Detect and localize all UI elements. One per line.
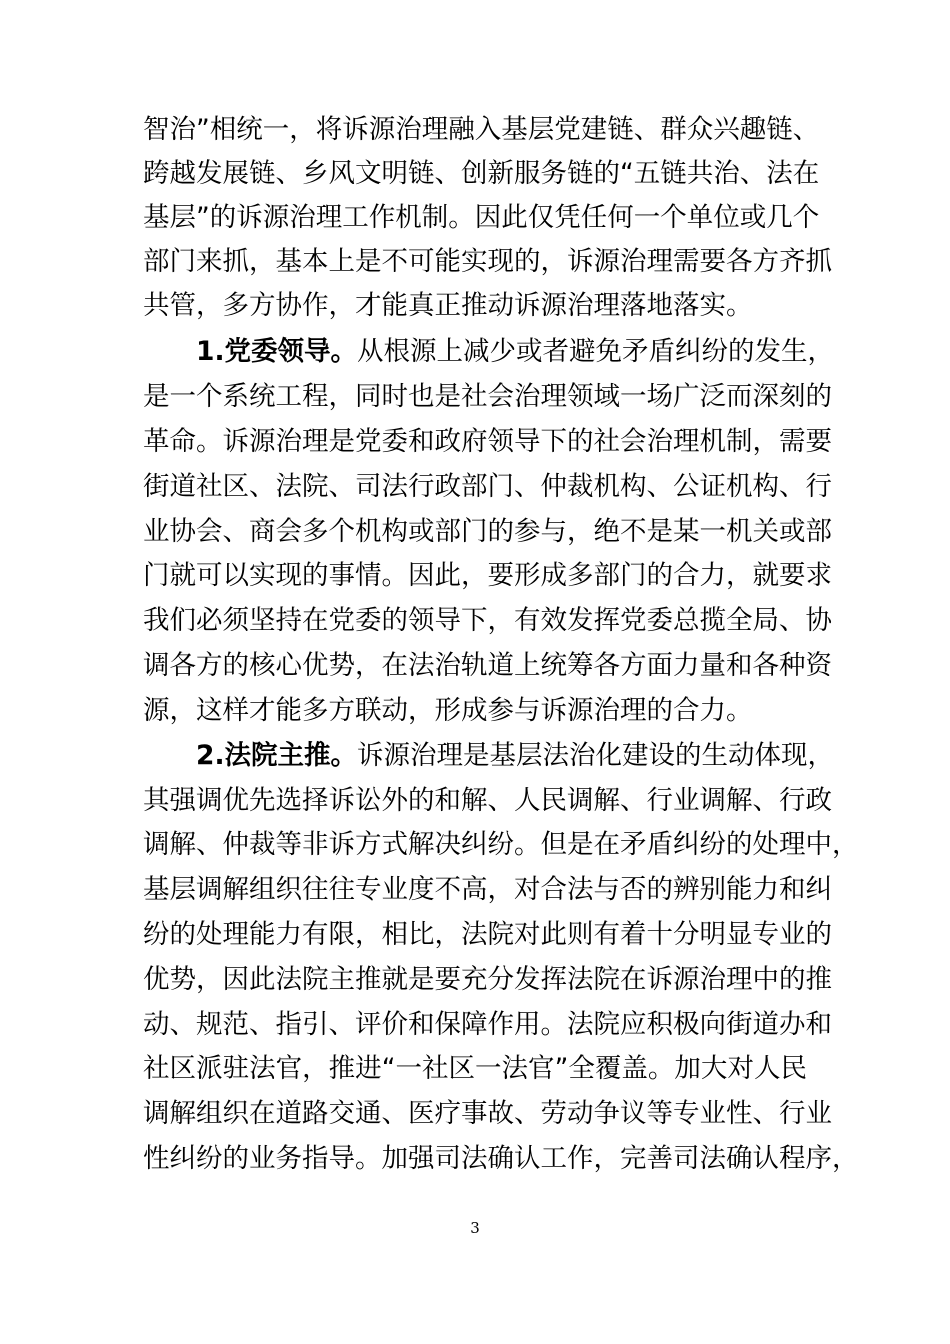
paragraph-3-line-9: 调解组织在道路交通、医疗事故、劳动争议等专业性、行业 — [143, 1098, 832, 1129]
paragraph-3-line-8: 社区派驻法官，推进“一社区一法官”全覆盖。加大对人民 — [143, 1053, 807, 1084]
paragraph-3-line-7: 动、规范、指引、评价和保障作用。法院应积极向街道办和 — [143, 1009, 832, 1040]
paragraph-3-line-4: 基层调解组织往往专业度不高，对合法与否的辨别能力和纠 — [143, 874, 832, 905]
paragraph-3-line-3: 调解、仲裁等非诉方式解决纠纷。但是在矛盾纠纷的处理中， — [143, 829, 859, 860]
paragraph-2-line-2: 是一个系统工程，同时也是社会治理领域一场广泛而深刻的 — [143, 381, 832, 412]
paragraph-2-first-line-text: 从根源上减少或者避免矛盾纠纷的发生， — [357, 336, 835, 367]
paragraph-2-line-1 — [196, 330, 835, 374]
paragraph-3-line-5: 纷的处理能力有限，相比，法院对此则有着十分明显专业的 — [143, 919, 832, 950]
paragraph-3-line-1 — [196, 734, 835, 778]
paragraph-1-line-5: 共管，多方协作，才能真正推动诉源治理落地落实。 — [143, 290, 753, 321]
paragraph-2-line-7: 我们必须坚持在党委的领导下，有效发挥党委总揽全局、协 — [143, 605, 832, 636]
paragraph-3-line-10: 性纠纷的业务指导。加强司法确认工作，完善司法确认程序， — [143, 1143, 859, 1174]
paragraph-3-line-2: 其强调优先选择诉讼外的和解、人民调解、行业调解、行政 — [143, 785, 832, 816]
paragraph-2-line-9: 源，这样才能多方联动，形成参与诉源治理的合力。 — [143, 695, 753, 726]
section-heading-court-promotion: 2.法院主推。 — [196, 740, 358, 771]
paragraph-1-line-4: 部门来抓，基本上是不可能实现的，诉源治理需要各方齐抓 — [143, 246, 832, 277]
section-heading-party-leadership: 1.党委领导。 — [196, 336, 358, 367]
paragraph-1-line-1: 智治”相统一，将诉源治理融入基层党建链、群众兴趣链、 — [143, 114, 820, 145]
paragraph-3-first-line-text: 诉源治理是基层法治化建设的生动体现， — [357, 740, 835, 771]
page-number: 3 — [470, 1219, 480, 1237]
paragraph-1-line-2: 跨越发展链、乡风文明链、创新服务链的“五链共治、法在 — [143, 158, 820, 189]
paragraph-2-line-3: 革命。诉源治理是党委和政府领导下的社会治理机制，需要 — [143, 426, 832, 457]
paragraph-2-line-5: 业协会、商会多个机构或部门的参与，绝不是某一机关或部 — [143, 516, 832, 547]
paragraph-2-line-8: 调各方的核心优势，在法治轨道上统筹各方面力量和各种资 — [143, 650, 832, 681]
paragraph-2-line-6: 门就可以实现的事情。因此，要形成多部门的合力，就要求 — [143, 560, 832, 591]
paragraph-1-line-3: 基层”的诉源治理工作机制。因此仅凭任何一个单位或几个 — [143, 202, 820, 233]
paragraph-2-line-4: 街道社区、法院、司法行政部门、仲裁机构、公证机构、行 — [143, 471, 832, 502]
paragraph-3-line-6: 优势，因此法院主推就是要充分发挥法院在诉源治理中的推 — [143, 964, 832, 995]
